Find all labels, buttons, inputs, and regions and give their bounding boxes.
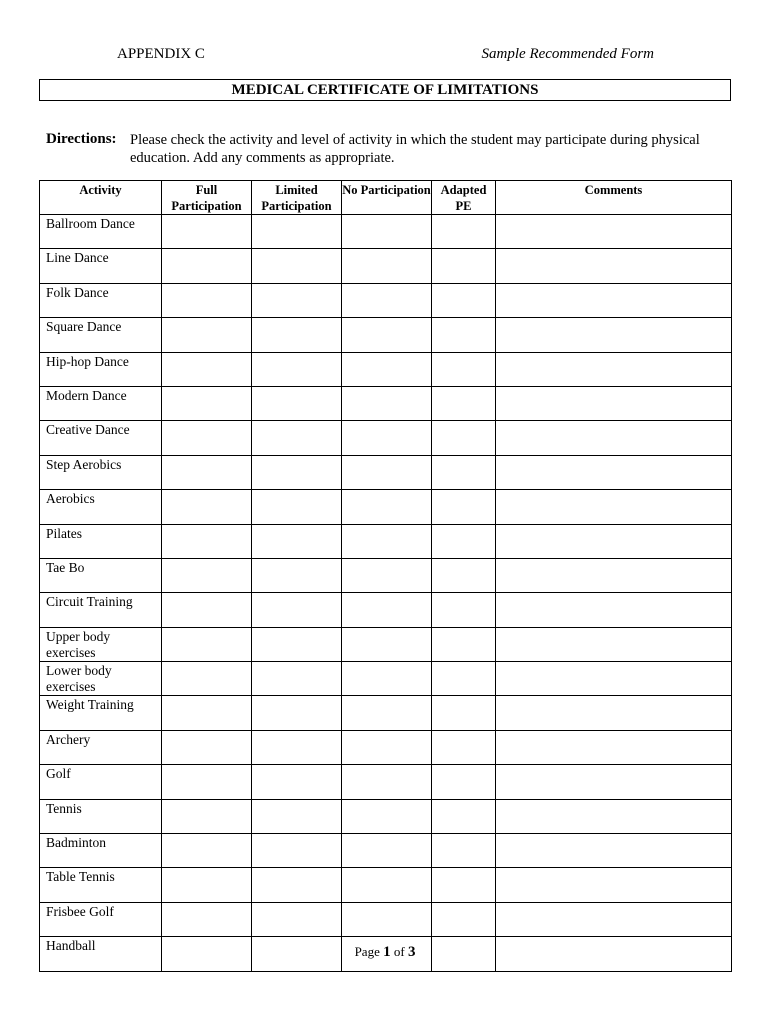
adapted-pe-cell[interactable] bbox=[432, 524, 496, 558]
limited-participation-cell[interactable] bbox=[252, 868, 342, 902]
adapted-pe-cell[interactable] bbox=[432, 696, 496, 730]
table-row bbox=[40, 352, 732, 386]
activity-name: Pilates bbox=[40, 524, 162, 558]
limited-participation-cell[interactable] bbox=[252, 662, 342, 696]
activity-name: Square Dance bbox=[40, 318, 162, 352]
limited-participation-cell[interactable] bbox=[252, 799, 342, 833]
no-participation-cell[interactable] bbox=[342, 558, 432, 592]
comments-cell[interactable] bbox=[496, 215, 732, 249]
comments-cell[interactable] bbox=[496, 868, 732, 902]
table-row bbox=[40, 834, 732, 868]
no-participation-cell[interactable] bbox=[342, 283, 432, 317]
full-participation-cell[interactable] bbox=[162, 490, 252, 524]
no-participation-cell[interactable] bbox=[342, 627, 432, 661]
full-participation-cell[interactable] bbox=[162, 318, 252, 352]
limited-participation-cell[interactable] bbox=[252, 902, 342, 936]
full-participation-cell[interactable] bbox=[162, 696, 252, 730]
activity-name: Handball bbox=[40, 937, 162, 971]
comments-cell[interactable] bbox=[496, 318, 732, 352]
table-row bbox=[40, 558, 732, 592]
table-row bbox=[40, 799, 732, 833]
limited-participation-cell[interactable] bbox=[252, 421, 342, 455]
form-type-label: Sample Recommended Form bbox=[481, 46, 654, 62]
limited-participation-cell[interactable] bbox=[252, 834, 342, 868]
adapted-pe-cell[interactable] bbox=[432, 490, 496, 524]
comments-cell[interactable] bbox=[496, 558, 732, 592]
comments-cell[interactable] bbox=[496, 627, 732, 661]
comments-cell[interactable] bbox=[496, 730, 732, 764]
activity-name: Circuit Training bbox=[40, 593, 162, 627]
comments-cell[interactable] bbox=[496, 386, 732, 420]
adapted-pe-cell[interactable] bbox=[432, 662, 496, 696]
limited-participation-cell[interactable] bbox=[252, 696, 342, 730]
table-row bbox=[40, 215, 732, 249]
of-word: of bbox=[393, 944, 405, 959]
table-row bbox=[40, 593, 732, 627]
full-participation-cell[interactable] bbox=[162, 386, 252, 420]
adapted-pe-cell[interactable] bbox=[432, 249, 496, 283]
comments-cell[interactable] bbox=[496, 799, 732, 833]
limited-participation-cell[interactable] bbox=[252, 524, 342, 558]
limitations-table bbox=[39, 180, 732, 972]
limited-participation-cell[interactable] bbox=[252, 318, 342, 352]
comments-cell[interactable] bbox=[496, 765, 732, 799]
no-participation-cell[interactable] bbox=[342, 421, 432, 455]
table-header-row bbox=[40, 181, 732, 215]
comments-cell[interactable] bbox=[496, 593, 732, 627]
limited-participation-cell[interactable] bbox=[252, 215, 342, 249]
comments-cell[interactable] bbox=[496, 283, 732, 317]
full-participation-cell[interactable] bbox=[162, 765, 252, 799]
table-row bbox=[40, 662, 732, 696]
activity-name: Badminton bbox=[40, 834, 162, 868]
no-participation-cell[interactable] bbox=[342, 593, 432, 627]
limited-participation-cell[interactable] bbox=[252, 352, 342, 386]
limited-participation-cell[interactable] bbox=[252, 593, 342, 627]
comments-cell[interactable] bbox=[496, 352, 732, 386]
column-header: Adapted PE bbox=[432, 181, 496, 215]
table-row bbox=[40, 902, 732, 936]
full-participation-cell[interactable] bbox=[162, 421, 252, 455]
adapted-pe-cell[interactable] bbox=[432, 215, 496, 249]
activity-name: Line Dance bbox=[40, 249, 162, 283]
no-participation-cell[interactable] bbox=[342, 318, 432, 352]
full-participation-cell[interactable] bbox=[162, 730, 252, 764]
activity-name: Table Tennis bbox=[40, 868, 162, 902]
full-participation-cell[interactable] bbox=[162, 352, 252, 386]
comments-cell[interactable] bbox=[496, 834, 732, 868]
comments-cell[interactable] bbox=[496, 662, 732, 696]
activity-name: Aerobics bbox=[40, 490, 162, 524]
full-participation-cell[interactable] bbox=[162, 524, 252, 558]
comments-cell[interactable] bbox=[496, 249, 732, 283]
limited-participation-cell[interactable] bbox=[252, 558, 342, 592]
comments-cell[interactable] bbox=[496, 524, 732, 558]
table-row bbox=[40, 627, 732, 661]
limited-participation-cell[interactable] bbox=[252, 283, 342, 317]
directions-label: Directions: bbox=[46, 131, 117, 147]
limited-participation-cell[interactable] bbox=[252, 627, 342, 661]
table-row bbox=[40, 730, 732, 764]
table-row bbox=[40, 283, 732, 317]
no-participation-cell[interactable] bbox=[342, 352, 432, 386]
comments-cell[interactable] bbox=[496, 696, 732, 730]
comments-cell[interactable] bbox=[496, 902, 732, 936]
no-participation-cell[interactable] bbox=[342, 765, 432, 799]
current-page: 1 bbox=[383, 944, 391, 960]
activity-name: Weight Training bbox=[40, 696, 162, 730]
activity-name: Frisbee Golf bbox=[40, 902, 162, 936]
adapted-pe-cell[interactable] bbox=[432, 318, 496, 352]
full-participation-cell[interactable] bbox=[162, 215, 252, 249]
table-row bbox=[40, 490, 732, 524]
full-participation-cell[interactable] bbox=[162, 455, 252, 489]
directions-text: Please check the activity and level of activity in which the student may participate during physical education. Add any comments as appropriate. bbox=[130, 132, 700, 166]
table-row bbox=[40, 765, 732, 799]
comments-cell[interactable] bbox=[496, 421, 732, 455]
limited-participation-cell[interactable] bbox=[252, 249, 342, 283]
total-pages: 3 bbox=[407, 944, 416, 960]
page-word: Page bbox=[354, 944, 380, 959]
activity-name: Lower body exercises bbox=[40, 662, 162, 696]
full-participation-cell[interactable] bbox=[162, 902, 252, 936]
full-participation-cell[interactable] bbox=[162, 283, 252, 317]
no-participation-cell[interactable] bbox=[342, 696, 432, 730]
adapted-pe-cell[interactable] bbox=[432, 902, 496, 936]
no-participation-cell[interactable] bbox=[342, 455, 432, 489]
activity-name: Upper body exercises bbox=[40, 627, 162, 661]
adapted-pe-cell[interactable] bbox=[432, 627, 496, 661]
limited-participation-cell[interactable] bbox=[252, 386, 342, 420]
full-participation-cell[interactable] bbox=[162, 868, 252, 902]
column-header: Comments bbox=[496, 181, 732, 215]
table-row bbox=[40, 249, 732, 283]
activity-name: Folk Dance bbox=[40, 283, 162, 317]
full-participation-cell[interactable] bbox=[162, 593, 252, 627]
comments-cell[interactable] bbox=[496, 490, 732, 524]
no-participation-cell[interactable] bbox=[342, 215, 432, 249]
appendix-label: APPENDIX C bbox=[117, 46, 205, 62]
table-row bbox=[40, 696, 732, 730]
table-row bbox=[40, 421, 732, 455]
adapted-pe-cell[interactable] bbox=[432, 455, 496, 489]
limited-participation-cell[interactable] bbox=[252, 490, 342, 524]
adapted-pe-cell[interactable] bbox=[432, 558, 496, 592]
limited-participation-cell[interactable] bbox=[252, 765, 342, 799]
no-participation-cell[interactable] bbox=[342, 799, 432, 833]
adapted-pe-cell[interactable] bbox=[432, 593, 496, 627]
table-row bbox=[40, 455, 732, 489]
activity-name: Tae Bo bbox=[40, 558, 162, 592]
no-participation-cell[interactable] bbox=[342, 868, 432, 902]
activity-name: Creative Dance bbox=[40, 421, 162, 455]
no-participation-cell[interactable] bbox=[342, 662, 432, 696]
no-participation-cell[interactable] bbox=[342, 490, 432, 524]
table-row bbox=[40, 386, 732, 420]
adapted-pe-cell[interactable] bbox=[432, 352, 496, 386]
column-header: No Participation bbox=[342, 181, 432, 215]
full-participation-cell[interactable] bbox=[162, 662, 252, 696]
activity-name: Tennis bbox=[40, 799, 162, 833]
table-row bbox=[40, 868, 732, 902]
adapted-pe-cell[interactable] bbox=[432, 421, 496, 455]
no-participation-cell[interactable] bbox=[342, 834, 432, 868]
full-participation-cell[interactable] bbox=[162, 627, 252, 661]
adapted-pe-cell[interactable] bbox=[432, 386, 496, 420]
column-header: Activity bbox=[40, 181, 162, 215]
comments-cell[interactable] bbox=[496, 455, 732, 489]
form-title: MEDICAL CERTIFICATE OF LIMITATIONS bbox=[39, 79, 731, 101]
column-header: Limited Participation bbox=[252, 181, 342, 215]
full-participation-cell[interactable] bbox=[162, 799, 252, 833]
limited-participation-cell[interactable] bbox=[252, 730, 342, 764]
no-participation-cell[interactable] bbox=[342, 902, 432, 936]
adapted-pe-cell[interactable] bbox=[432, 730, 496, 764]
full-participation-cell[interactable] bbox=[162, 834, 252, 868]
column-header: Full Participation bbox=[162, 181, 252, 215]
no-participation-cell[interactable] bbox=[342, 730, 432, 764]
activity-name: Ballroom Dance bbox=[40, 215, 162, 249]
adapted-pe-cell[interactable] bbox=[432, 834, 496, 868]
full-participation-cell[interactable] bbox=[162, 249, 252, 283]
activity-name: Step Aerobics bbox=[40, 455, 162, 489]
adapted-pe-cell[interactable] bbox=[432, 283, 496, 317]
table-row bbox=[40, 524, 732, 558]
activity-name: Archery bbox=[40, 730, 162, 764]
adapted-pe-cell[interactable] bbox=[432, 765, 496, 799]
full-participation-cell[interactable] bbox=[162, 558, 252, 592]
activity-name: Golf bbox=[40, 765, 162, 799]
activity-name: Modern Dance bbox=[40, 386, 162, 420]
no-participation-cell[interactable] bbox=[342, 524, 432, 558]
table-row bbox=[40, 318, 732, 352]
page-number bbox=[0, 944, 770, 961]
activity-name: Hip-hop Dance bbox=[40, 352, 162, 386]
no-participation-cell[interactable] bbox=[342, 249, 432, 283]
limited-participation-cell[interactable] bbox=[252, 455, 342, 489]
adapted-pe-cell[interactable] bbox=[432, 799, 496, 833]
no-participation-cell[interactable] bbox=[342, 386, 432, 420]
adapted-pe-cell[interactable] bbox=[432, 868, 496, 902]
